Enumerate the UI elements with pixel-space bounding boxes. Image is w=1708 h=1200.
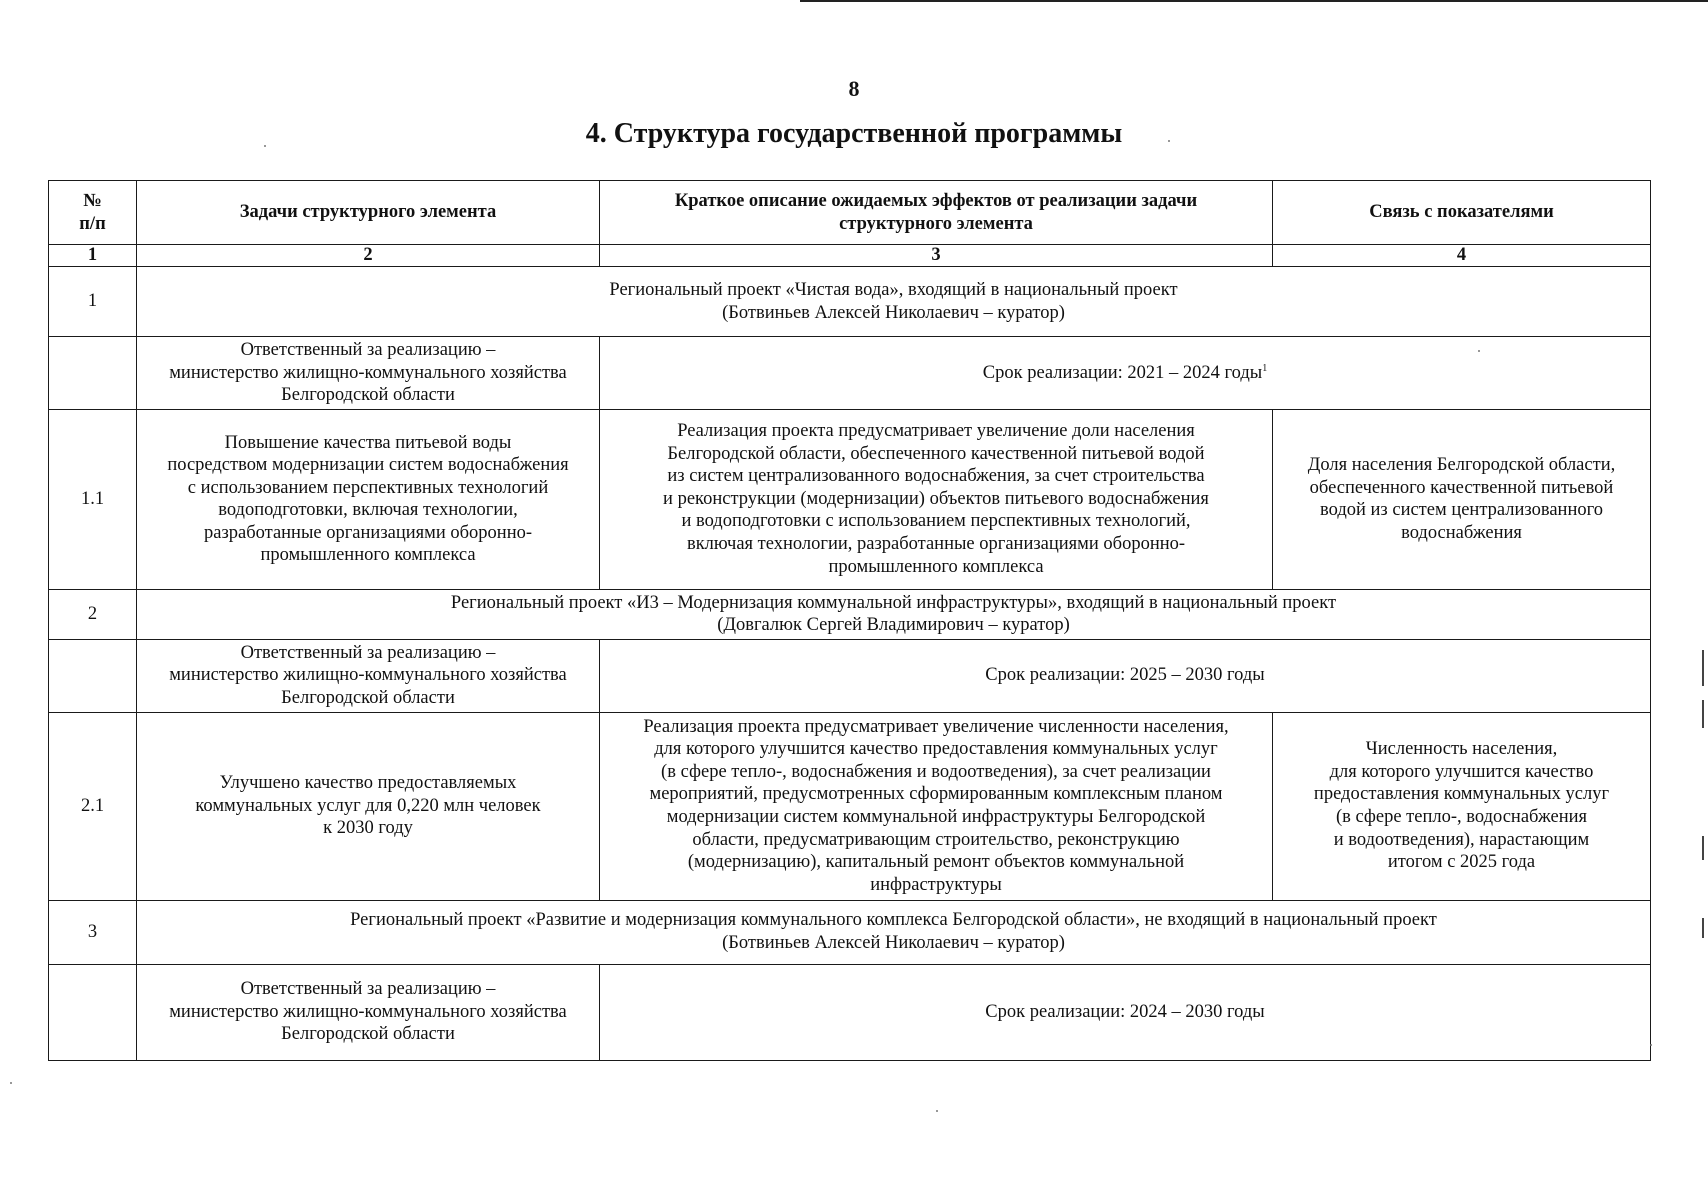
task-row bbox=[49, 712, 1651, 900]
scan-edge-mark bbox=[1702, 700, 1704, 728]
project-row bbox=[49, 589, 1651, 639]
scan-edge-mark bbox=[1702, 650, 1704, 686]
empty-cell bbox=[49, 337, 137, 410]
header-links: Связь с показателями bbox=[1273, 181, 1651, 245]
header-tasks: Задачи структурного элемента bbox=[137, 181, 600, 245]
task-row bbox=[49, 409, 1651, 589]
row-num: 3 bbox=[49, 900, 137, 964]
term-text: Срок реализации: 2024 – 2030 годы bbox=[600, 964, 1651, 1060]
scan-speck bbox=[936, 1110, 938, 1112]
row-num: 1 bbox=[49, 267, 137, 337]
column-number: 2 bbox=[137, 245, 600, 267]
project-row bbox=[49, 900, 1651, 964]
top-rule bbox=[800, 0, 1708, 2]
responsible-text: Ответственный за реализацию – министерство жилищно-коммунального хозяйства Белгородской области bbox=[137, 639, 600, 712]
project-row bbox=[49, 267, 1651, 337]
page-number: 8 bbox=[848, 76, 860, 101]
term-cell bbox=[600, 337, 1651, 410]
responsible-row bbox=[49, 639, 1651, 712]
empty-cell bbox=[49, 639, 137, 712]
empty-cell bbox=[49, 964, 137, 1060]
effect-text: Реализация проекта предусматривает увеличение доли населения Белгородской области, обеспеченного качественной питьевой водой из систем централизованного водоснабжения, за счет строительства и реконструкции (модернизации) объектов питьевого водоснабжения и водоподготовки с использованием перспективных технологий, включая технологии, разработанные организациями оборонно- промышленного комплекса bbox=[600, 409, 1273, 589]
scan-speck bbox=[1478, 350, 1480, 352]
indicator-text: Доля населения Белгородской области, обеспеченного качественной питьевой водой из систем централизованного водоснабжения bbox=[1273, 409, 1651, 589]
responsible-row bbox=[49, 337, 1651, 410]
row-num: 2 bbox=[49, 589, 137, 639]
column-number: 4 bbox=[1273, 245, 1651, 267]
column-number: 3 bbox=[600, 245, 1273, 267]
header-num: № п/п bbox=[49, 181, 137, 245]
scan-edge-mark bbox=[1702, 836, 1704, 860]
scan-speck bbox=[1650, 1044, 1652, 1046]
term-text: Срок реализации: 2021 – 2024 годы bbox=[982, 362, 1263, 383]
row-num: 1.1 bbox=[49, 409, 137, 589]
scan-edge-mark bbox=[1702, 918, 1704, 938]
section-title: 4. Структура государственной программы bbox=[585, 118, 1123, 149]
column-number: 1 bbox=[49, 245, 137, 267]
scan-speck bbox=[264, 145, 266, 147]
footnote-mark: 1 bbox=[1262, 362, 1268, 374]
column-number-row bbox=[49, 245, 1651, 267]
scan-speck bbox=[10, 1082, 12, 1084]
row-num: 2.1 bbox=[49, 712, 137, 900]
project-title: Региональный проект «Развитие и модернизация коммунального комплекса Белгородской области», не входящий в национальный проект (Ботвиньев Алексей Николаевич – куратор) bbox=[137, 900, 1651, 964]
program-structure-table bbox=[48, 180, 1651, 1061]
indicator-text: Численность населения, для которого улучшится качество предоставления коммунальных услуг (в сфере тепло-, водоснабжения и водоотведения), нарастающим итогом с 2025 года bbox=[1273, 712, 1651, 900]
responsible-text: Ответственный за реализацию – министерство жилищно-коммунального хозяйства Белгородской области bbox=[137, 964, 600, 1060]
table-header-row bbox=[49, 181, 1651, 245]
task-text: Повышение качества питьевой воды посредством модернизации систем водоснабжения с использованием перспективных технологий водоподготовки, включая технологии, разработанные организациями оборонно- промышленного комплекса bbox=[137, 409, 600, 589]
header-effects: Краткое описание ожидаемых эффектов от реализации задачи структурного элемента bbox=[600, 181, 1273, 245]
effect-text: Реализация проекта предусматривает увеличение численности населения, для которого улучшится качество предоставления коммунальных услуг (в сфере тепло-, водоснабжения и водоотведения), за счет реализации мероприятий, предусмотренных сформированным комплексным планом модернизации систем коммунальной инфраструктуры Белгородской области, предусматривающим строительство, реконструкцию (модернизацию), капитальный ремонт объектов коммунальной инфраструктуры bbox=[600, 712, 1273, 900]
responsible-row bbox=[49, 964, 1651, 1060]
scan-speck bbox=[1168, 140, 1170, 142]
term-text: Срок реализации: 2025 – 2030 годы bbox=[600, 639, 1651, 712]
project-title: Региональный проект «И3 – Модернизация коммунальной инфраструктуры», входящий в национальный проект (Довгалюк Сергей Владимирович – куратор) bbox=[137, 589, 1651, 639]
project-title: Региональный проект «Чистая вода», входящий в национальный проект (Ботвиньев Алексей Николаевич – куратор) bbox=[137, 267, 1651, 337]
responsible-text: Ответственный за реализацию – министерство жилищно-коммунального хозяйства Белгородской области bbox=[137, 337, 600, 410]
task-text: Улучшено качество предоставляемых коммунальных услуг для 0,220 млн человек к 2030 году bbox=[137, 712, 600, 900]
